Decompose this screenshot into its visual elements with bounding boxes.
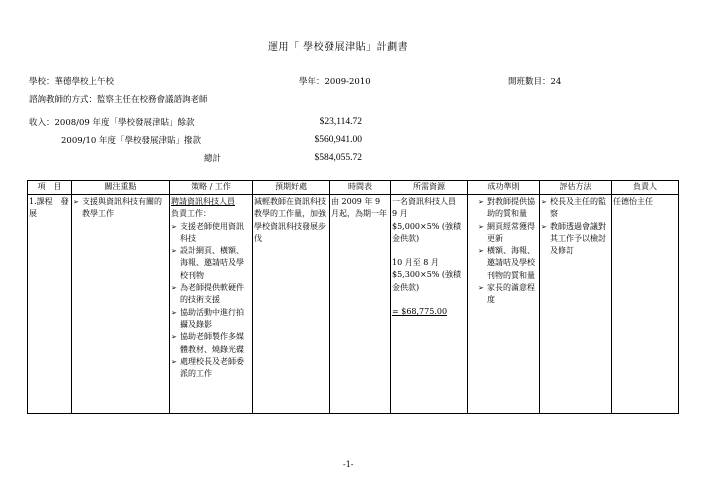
income-row2-label: 2009/10 年度「學校發展津貼」撥款 <box>61 136 202 146</box>
cell-focus <box>72 195 170 414</box>
cell-evaluation <box>540 195 612 414</box>
header-benefit: 預期好處 <box>253 181 330 195</box>
total-amount: $584,055.72 <box>314 153 362 163</box>
plan-table <box>27 180 679 414</box>
table-header-row <box>28 181 679 195</box>
table-row <box>28 195 679 414</box>
header-evaluation: 評估方法 <box>540 181 612 195</box>
criteria-item: ➢ 網頁經常獲得更新 <box>469 221 538 246</box>
class-count: 開班數目：24 <box>508 77 562 87</box>
cell-criteria <box>468 195 540 414</box>
evaluation-item: ➢ 教師透過會議對其工作予以檢討及修訂 <box>541 221 610 258</box>
header-schedule: 時間表 <box>330 181 391 195</box>
strategy-duty-label: 負責工作： <box>171 209 211 219</box>
evaluation-item: ➢ 校長及主任的監察 <box>541 196 610 221</box>
income-amount-2009: $560,941.00 <box>314 135 362 145</box>
resource-cost-sep: $5,000×5% (強積金供款) <box>392 221 462 243</box>
focus-bullet: ➢ 支援與資訊科技有關的教學工作 <box>73 196 168 221</box>
income-label: 收入：2008/09 年度「學校發展津貼」餘款 <box>29 118 195 128</box>
header-strategy: 策略 / 工作 <box>170 181 253 195</box>
strategy-task: ➢ 處理校長及老師委派的工作 <box>171 356 251 381</box>
strategy-task: ➢ 協助活動中進行拍攝及錄影 <box>171 307 251 332</box>
cell-person: 任德怡主任 <box>612 195 679 414</box>
criteria-item: ➢ 橫額、海報、邀請咭及學校刊物的質和量 <box>469 245 538 282</box>
header-person: 負責人 <box>612 181 679 195</box>
resource-month-sep: 9 月 <box>392 209 408 219</box>
strategy-task: ➢ 為老師提供軟硬件的技術支援 <box>171 282 251 307</box>
strategy-task: ➢ 支援老師使用資訊科技 <box>171 221 251 246</box>
criteria-item: ➢ 對教師提供協助的質和量 <box>469 196 538 221</box>
cell-strategy <box>170 195 253 414</box>
document-title: 運用「 學校發展津貼」計劃書 <box>268 42 409 53</box>
cell-schedule: 由 2009 年 9 月起，為期一年 <box>330 195 391 414</box>
strategy-task: ➢ 協助老師製作多媒體教材、燒錄光碟 <box>171 331 251 356</box>
school-year: 學年：2009-2010 <box>299 77 371 87</box>
criteria-item: ➢ 家長的滿意程度 <box>469 282 538 307</box>
header-item: 項 目 <box>28 181 72 195</box>
cell-benefit: 減輕教師在資訊科技教學的工作量，加強學校資訊科技發展步伐 <box>253 195 330 414</box>
header-focus: 關注重點 <box>72 181 170 195</box>
cell-item: 1.課程 發展 <box>28 195 72 414</box>
header-resources: 所需資源 <box>391 181 468 195</box>
income-amount-2008: $23,114.72 <box>319 117 362 127</box>
strategy-intro: 聘請資訊科技人員 <box>171 197 235 206</box>
resource-cost-oct-aug: $5,300×5% (強積金供款) <box>392 270 462 292</box>
resource-month-oct-aug: 10 月至 8 月 <box>392 258 439 268</box>
strategy-task: ➢ 設計網頁、橫額、海報、邀請咭及學校刊物 <box>171 245 251 282</box>
school-name: 學校：華德學校上午校 <box>29 77 115 87</box>
consultation-method: 諮詢教師的方式：監察主任在校務會議諮詢老師 <box>29 95 208 105</box>
cell-resources <box>391 195 468 414</box>
header-criteria: 成功準則 <box>468 181 540 195</box>
total-label: 總計 <box>204 154 222 164</box>
page-number: -1- <box>343 460 354 469</box>
resource-staff: 一名資訊科技人員 <box>392 197 456 206</box>
resource-total: = $68,775.00 <box>392 307 448 317</box>
